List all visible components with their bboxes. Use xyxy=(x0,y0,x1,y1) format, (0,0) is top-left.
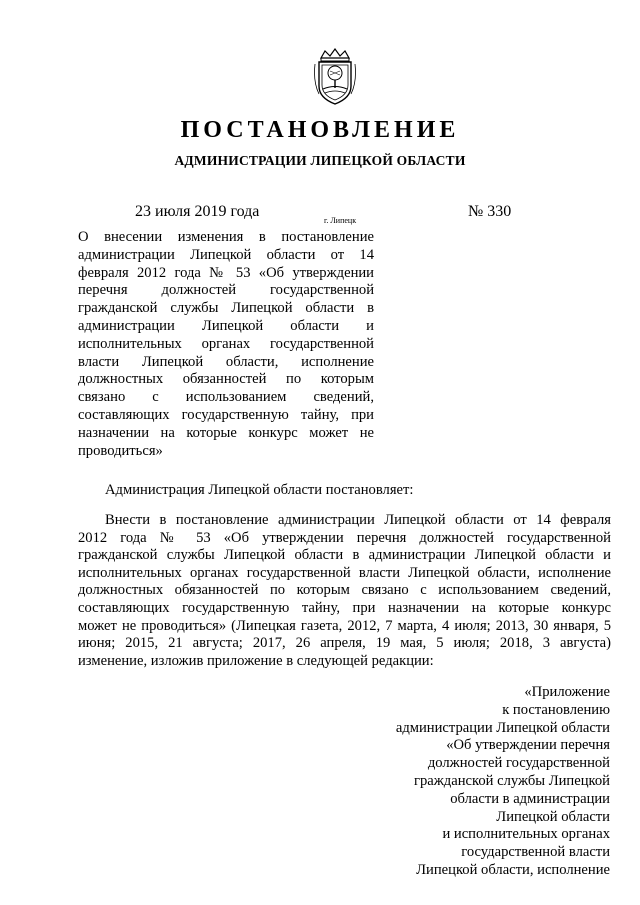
appendix-line: области в администрации xyxy=(450,790,610,807)
subject-line: должностных обязанностей по которым xyxy=(78,371,374,388)
paragraph-line: изменение, изложив приложение в следующей редакции: xyxy=(78,652,434,669)
paragraph-line: составляющих государственную тайну, при назначении на которые конкурс xyxy=(78,599,611,616)
appendix-line: Липецкой области, исполнение xyxy=(416,861,610,878)
document-subject xyxy=(78,229,374,460)
appendix-line: «Об утверждении перечня xyxy=(446,737,610,754)
subject-line: администрации Липецкой области от 14 xyxy=(78,246,374,263)
paragraph-line: исполнительных органах государственной власти Липецкой области, исполнение xyxy=(78,564,611,581)
appendix-line: к постановлению xyxy=(502,701,610,718)
subject-line: О внесении изменения в постановление xyxy=(78,229,374,245)
subject-line: администрации Липецкой области и xyxy=(78,317,374,334)
appendix-line: государственной власти xyxy=(461,844,610,861)
subject-line: гражданской службы Липецкой области в xyxy=(78,300,374,317)
appendix-line: Липецкой области xyxy=(496,808,610,825)
appendix-line: администрации Липецкой области xyxy=(395,719,610,736)
subject-line: февраля 2012 года № 53 «Об утверждении xyxy=(78,264,374,281)
main-paragraph xyxy=(78,512,611,670)
paragraph-line: 2012 года № 53 «Об утверждении перечня должностей государственной xyxy=(78,529,611,546)
paragraph-line: гражданской службы Липецкой области в администрации Липецкой области и xyxy=(78,547,611,564)
subject-line: составляющих государственную тайну, при xyxy=(78,406,374,423)
paragraph-line: Внести в постановление администрации Липецкой области от 14 февраля xyxy=(105,512,611,528)
coat-of-arms-icon xyxy=(313,48,357,106)
paragraph-line: июня; 2015, 21 августа; 2017, 26 апреля, 19 мая, 5 июля; 2018, 3 августа) xyxy=(78,635,611,652)
paragraph-line: должностных обязанностей по которым связано с использованием сведений, xyxy=(78,582,611,599)
appendix-line: гражданской службы Липецкой xyxy=(413,772,610,789)
document-subtitle: АДМИНИСТРАЦИИ ЛИПЕЦКОЙ ОБЛАСТИ xyxy=(174,153,466,168)
subject-line: власти Липецкой области, исполнение xyxy=(78,353,374,370)
paragraph-line: может не проводиться» (Липецкая газета, 2012, 7 марта, 4 июля; 2013, 30 января, 5 xyxy=(78,617,611,634)
appendix-header xyxy=(396,684,610,880)
document-number: № 330 xyxy=(468,203,512,220)
appendix-line: должностей государственной xyxy=(427,755,610,772)
appendix-line: и исполнительных органах xyxy=(442,826,610,843)
subject-line: перечня должностей государственной xyxy=(78,282,374,299)
appendix-line: «Приложение xyxy=(524,684,610,700)
subject-line: исполнительных органах государственной xyxy=(78,335,374,352)
subject-line: связано с использованием сведений, xyxy=(78,389,374,406)
document-date: 23 июля 2019 года xyxy=(135,203,260,220)
decree-statement: Администрация Липецкой области постановляет: xyxy=(105,482,414,498)
subject-line: назначении на которые конкурс может не xyxy=(78,424,374,441)
document-city: г. Липецк xyxy=(324,216,357,225)
subject-line: проводиться» xyxy=(78,442,163,459)
document-title: ПОСТАНОВЛЕНИЕ xyxy=(180,117,460,143)
